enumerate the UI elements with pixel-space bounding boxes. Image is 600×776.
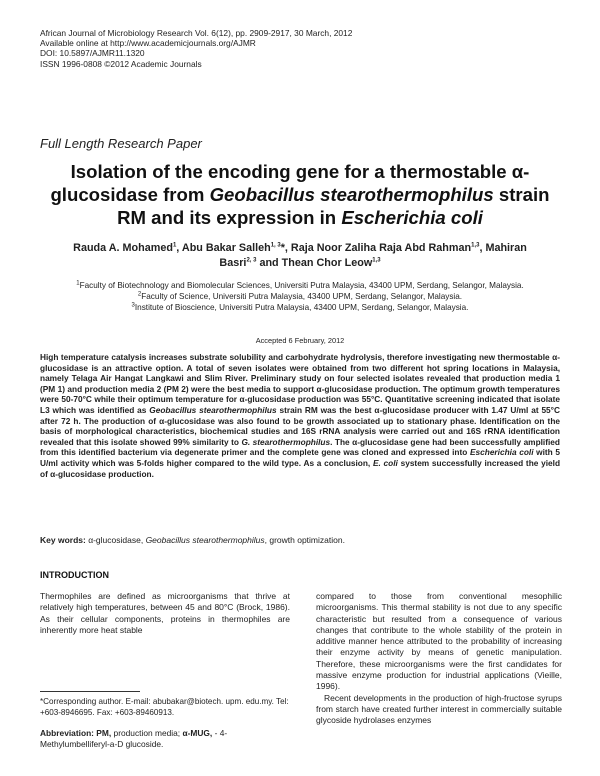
- footnote-divider: [40, 691, 140, 692]
- keywords-label: Key words:: [40, 535, 86, 545]
- paragraph: Recent developments in the production of high-fructose syrups from starch have created further interest in commercially suitable glycoside hydrolases enzymes: [316, 692, 562, 726]
- abbreviations: Abbreviation: PM, production media; α-MUG, - 4-Methylumbelliferyl-a-D glucoside.: [40, 728, 228, 750]
- abstract: High temperature catalysis increases substrate solubility and carbohydrate hydrolysis, therefore investigating new thermostable α-glucosidase is an attractive option. A total of seven isolates were obtained from two different hot spring locations in Malaysia, namely Telaga Air Hangat Langkawi and Slim River. Preliminary study on four selected isolates revealed that production media 1 (PM 1) and production media 2 (PM 2) were the best media to support α-glucosidase production. The optimum growth temperatures were 50-70°C while their optimum temperature for α-glucosidase production was 55°C. Quantitative screening indicated that isolate L3 which was identified as Geobacillus stearothermophilus strain RM was the best α-glucosidase producer with 1.47 U/ml at 55°C after 72 h. The production of α-glucosidase was also found to be growth associated up to stationary phase. Identification on the basis of morphological characteristics, biochemical studies and 16S rRNA analysis were carried out and 16S rRNA identification revealed that this isolate showed 99% similarity to G. stearothermophilus. The α-glucosidase gene had been successfully amplified from this identified bacterium via degenerate primer and the complete gene was cloned and expressed into Escherichia coli with 5 U/ml activity which was 5-folds higher compared to the wild type. As a conclusion, E. coli system successfully increased the yield of α-glucosidase production.: [40, 352, 561, 479]
- title-part2: strain RM and its expression in: [117, 184, 550, 228]
- title-organism2: Escherichia coli: [341, 207, 483, 228]
- author: Raja Noor Zaliha Raja Abd Rahman$^{1,3}$,: [290, 242, 486, 254]
- author: Rauda A. Mohamed$^1$,: [73, 242, 182, 254]
- paper-type: Full Length Research Paper: [40, 136, 202, 151]
- journal-issn: ISSN 1996-0808 ©2012 Academic Journals: [40, 58, 202, 69]
- affiliation: $^2$Faculty of Science, Universiti Putra Malaysia, 43400 UPM, Serdang, Selangor, Malaysia.: [137, 291, 463, 301]
- body-right-column: [316, 591, 562, 727]
- author: Mahiran Basri$^{2, 3}$ and: [219, 242, 527, 269]
- journal-online: Available online at http://www.academicjournals.org/AJMR: [40, 38, 256, 49]
- author: Abu Bakar Salleh$^{1, 3}$*,: [181, 242, 291, 254]
- author: Thean Chor Leow$^{1,3}$: [281, 257, 381, 269]
- title-part1: Isolation of the encoding gene for a thermostable α-glucosidase from: [50, 161, 530, 205]
- journal-header: [40, 28, 352, 69]
- corresponding-author-note: *Corresponding author. E-mail: abubakar@biotech. upm. edu.my. Tel: +603-8946695. Fax: +603-89460913.: [40, 697, 289, 717]
- section-heading-introduction: INTRODUCTION: [40, 570, 109, 580]
- body-left-column: Thermophiles are defined as microorganisms that thrive at relatively high temperatures, between 45 and 80°C (Brock, 1986). As their cellular components, proteins in thermophiles are inherently more heat stable: [40, 591, 290, 635]
- affiliation: $^3$Institute of Bioscience, Universiti Putra Malaysia, 43400 UPM, Serdang, Selangor, Malaysia.: [131, 301, 469, 312]
- affiliation: $^1$Faculty of Biotechnology and Biomolecular Sciences, Universiti Putra Malaysia, 43400 UPM, Serdang, Selangor, Malaysia.: [76, 280, 524, 290]
- accepted-date: Accepted 6 February, 2012: [255, 336, 345, 345]
- affiliations: [60, 281, 540, 313]
- paper-title: [50, 160, 550, 229]
- journal-doi: DOI: 10.5897/AJMR11.1320: [40, 48, 145, 59]
- paragraph: compared to those from conventional mesophilic microorganisms. This thermal stability is not due to any specific characteristic but resulted from a consequence of various changes that contribute to the whole stability of the protein in additive manner hence attributed to the probability of increasing their enzyme activity by means of genetic manipulation. Therefore, these microorganisms were the first candidates for massive enzyme production for industrial applications (Vieille, 1996).: [316, 591, 562, 692]
- journal-citation: African Journal of Microbiology Research Vol. 6(12), pp. 2909-2917, 30 March, 2012: [40, 28, 353, 38]
- title-organism1: Geobacillus stearothermophilus: [209, 184, 494, 205]
- author-list: [60, 241, 540, 271]
- keywords: Key words: α-glucosidase, Geobacillus stearothermophilus, growth optimization.: [40, 535, 345, 545]
